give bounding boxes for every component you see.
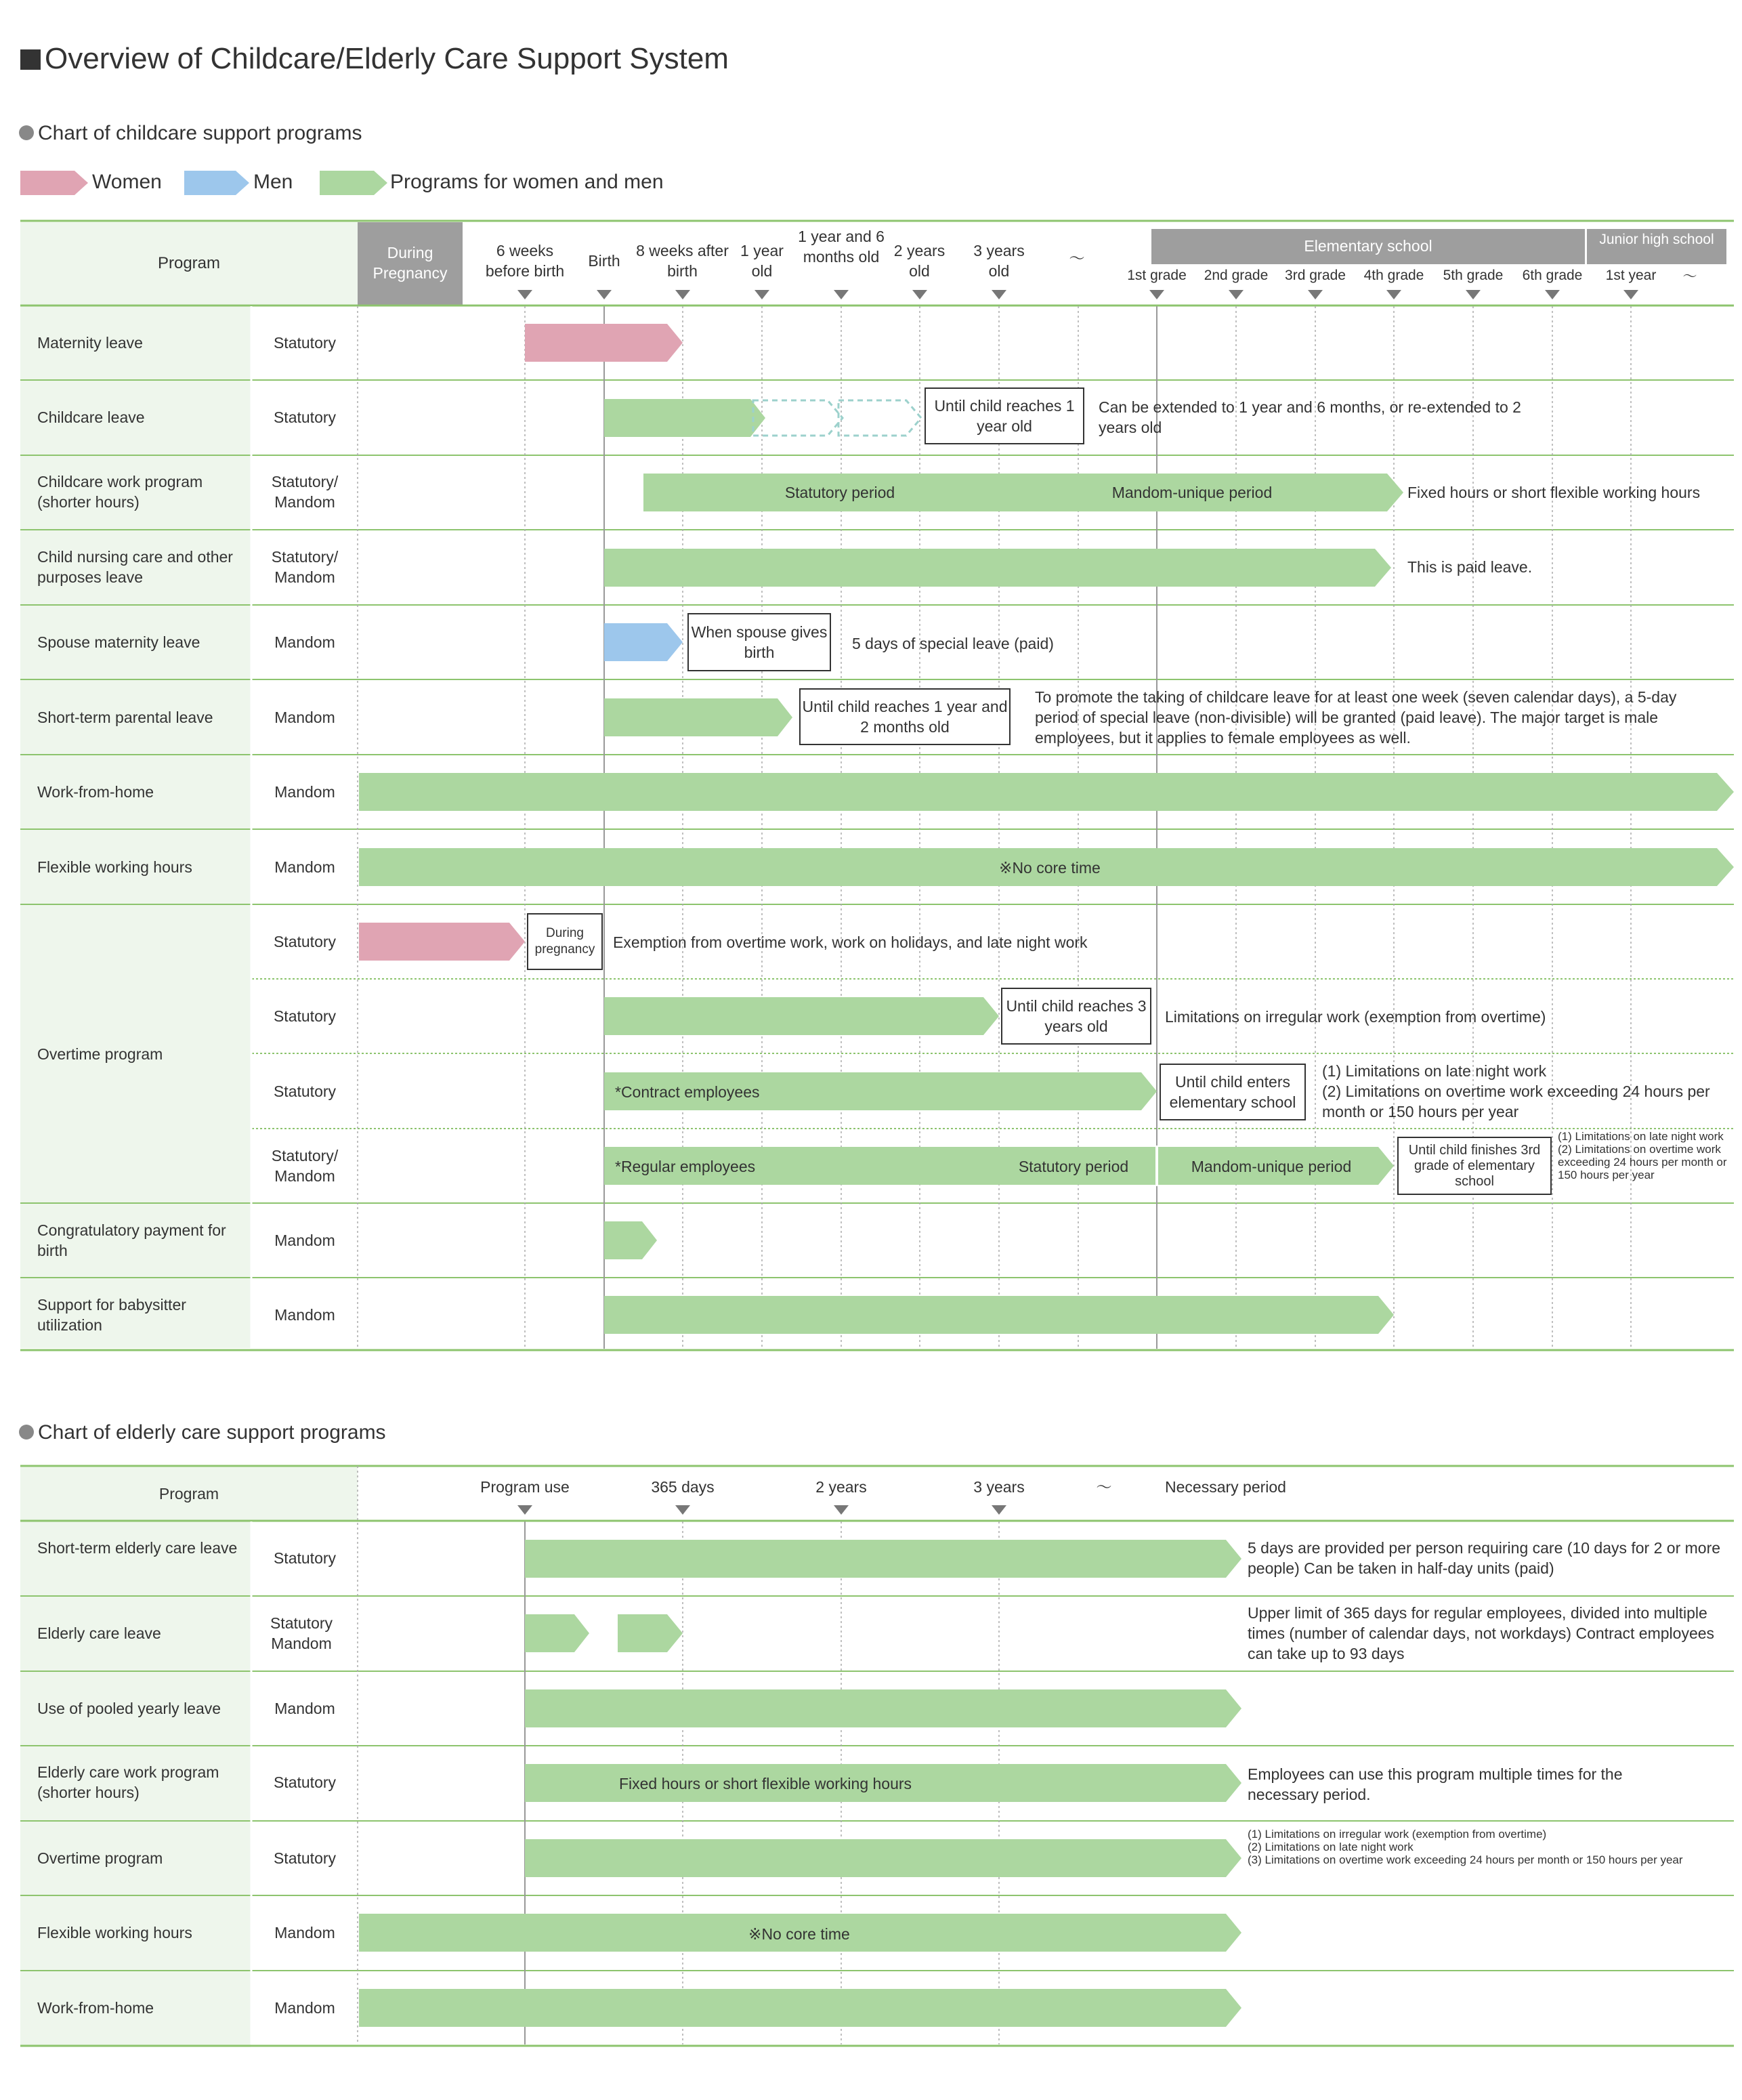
- header-2-years-elderly: 2 years: [815, 1478, 867, 1496]
- row-elderly-flexible-type: Mandom: [274, 1924, 335, 1941]
- elderly-program-column-header: Program: [158, 1485, 219, 1503]
- row-pooled-yearly-leave-type: Mandom: [274, 1700, 335, 1717]
- label-fixed-hours-elderly: Fixed hours or short flexible working hours: [618, 1775, 912, 1792]
- junior-high-header: Junior high school: [1599, 232, 1714, 247]
- note-short-term-parental: To promote the taking of childcare leave for at least one week (seven calendar days), a 5-day period of special leave (non-divisible) will be granted (paid leave). The major target is male employees, but it applies to female employees as well.: [1035, 688, 1677, 747]
- bar-childcare-leave: [604, 399, 765, 437]
- legend-men-swatch: [184, 171, 249, 195]
- jh-tilde: ～: [1682, 269, 1697, 285]
- elementary-school-header: Elementary school: [1304, 237, 1432, 255]
- box-until-elementary: Until child enters elementary school: [1160, 1064, 1306, 1120]
- bar-elderly-overtime: [525, 1839, 1241, 1877]
- label-statutory-period: Statutory period: [784, 484, 895, 501]
- row-elderly-wfh: Work-from-home: [37, 1999, 154, 2017]
- note-overtime-sub2: Limitations on irregular work (exemption from overtime): [1165, 1008, 1546, 1026]
- grade-5: 5th grade: [1443, 268, 1504, 283]
- program-column-header: Program: [157, 254, 221, 272]
- note-childcare-leave: Can be extended to 1 year and 6 months, or re-extended to 2 years old: [1099, 398, 1521, 436]
- bar-childcare-leave-extension-2: [838, 400, 921, 436]
- bar-elderly-leave-part2: [618, 1614, 683, 1652]
- row-short-term-elderly-leave: Short-term elderly care leave: [37, 1539, 238, 1557]
- legend-women-label: Women: [92, 171, 162, 193]
- row-elderly-overtime: Overtime program: [37, 1849, 163, 1867]
- box-until-1-year: Until child reaches 1 year old: [925, 387, 1084, 444]
- label-regular-employees: *Regular employees: [615, 1158, 756, 1175]
- row-spouse-maternity: Spouse maternity leave: [37, 633, 200, 651]
- childcare-section-title: Chart of childcare support programs: [19, 122, 362, 145]
- row-flexible-hours-type: Mandom: [274, 858, 335, 876]
- bar-overtime-pregnancy: [359, 923, 525, 961]
- header-6-weeks-before: 6 weeks before birth: [485, 242, 565, 280]
- header-1-year-6-months: 1 year and 6 months old: [798, 228, 885, 266]
- row-elderly-wfh-type: Mandom: [274, 1999, 335, 2017]
- row-elderly-work-program-type: Statutory: [273, 1773, 337, 1791]
- header-necessary-period: Necessary period: [1165, 1478, 1286, 1496]
- bar-congratulatory-payment: [604, 1221, 657, 1259]
- page-title: Overview of Childcare/Elderly Care Support System: [20, 42, 729, 76]
- note-elderly-care-leave: Upper limit of 365 days for regular employees, divided into multiple times (number of calendar days, not workdays) Contract employees can take up to 93 days: [1248, 1604, 1715, 1662]
- row-short-term-elderly-leave-type: Statutory: [273, 1549, 337, 1567]
- row-elderly-flexible: Flexible working hours: [37, 1924, 192, 1941]
- note-elderly-work-program: Employees can use this program multiple times for the necessary period.: [1248, 1765, 1623, 1803]
- row-short-term-parental: Short-term parental leave: [37, 709, 213, 726]
- legend-men-label: Men: [253, 171, 293, 193]
- box-until-1-year-2-months: Until child reaches 1 year and 2 months old: [799, 688, 1011, 745]
- row-elderly-care-leave-type: Statutory Mandom: [270, 1614, 333, 1652]
- label-no-core-time: ※No core time: [999, 859, 1101, 877]
- row-label-bg: [20, 306, 251, 1348]
- row-child-nursing: Child nursing care and other purposes leave: [37, 548, 233, 586]
- bar-elderly-wfh: [359, 1989, 1241, 2027]
- note-child-nursing: This is paid leave.: [1407, 558, 1533, 576]
- row-maternity-type: Statutory: [273, 334, 337, 352]
- row-overtime-sub2-type: Statutory: [273, 1007, 337, 1025]
- label-statutory-period-sub4: Statutory period: [1018, 1158, 1129, 1175]
- row-congratulatory-payment-type: Mandom: [274, 1232, 335, 1249]
- bar-babysitter-support: [604, 1296, 1394, 1334]
- bar-childcare-leave-extension-1: [753, 400, 843, 436]
- header-1-year: 1 year old: [740, 242, 784, 280]
- bar-short-term-elderly-leave: [525, 1540, 1241, 1578]
- row-elderly-work-program: Elderly care work program (shorter hours): [37, 1763, 219, 1801]
- row-congratulatory-payment: Congratulatory payment for birth: [37, 1221, 226, 1259]
- row-babysitter-support-type: Mandom: [274, 1306, 335, 1324]
- label-no-core-time-elderly: ※No core time: [748, 1925, 850, 1943]
- header-birth: Birth: [588, 252, 620, 270]
- label-contract-employees: *Contract employees: [615, 1083, 760, 1101]
- legend-both-swatch: [320, 171, 387, 195]
- box-during-pregnancy: During pregnancy: [527, 913, 603, 970]
- bar-work-from-home: [359, 773, 1734, 811]
- header-tilde: ～: [1069, 249, 1085, 267]
- bar-maternity-leave: [525, 324, 683, 362]
- label-mandom-unique-period: Mandom-unique period: [1111, 484, 1273, 501]
- label-mandom-unique-period-sub4: Mandom-unique period: [1191, 1158, 1352, 1175]
- jh-1st-year: 1st year: [1605, 268, 1657, 283]
- row-flexible-hours: Flexible working hours: [37, 858, 192, 876]
- header-365-days: 365 days: [651, 1478, 715, 1496]
- grade-2: 2nd grade: [1204, 268, 1269, 283]
- box-until-3rd-grade: Until child finishes 3rd grade of elementary school: [1397, 1137, 1552, 1195]
- grade-6: 6th grade: [1522, 268, 1583, 283]
- row-elderly-overtime-type: Statutory: [273, 1849, 337, 1867]
- header-3-years: 3 years old: [973, 242, 1025, 280]
- row-maternity-leave: Maternity leave: [37, 334, 143, 352]
- note-overtime-sub3: (1) Limitations on late night work (2) Limitations on overtime work exceeding 24 hours per month or 150 hours per year: [1322, 1062, 1710, 1120]
- grade-4: 4th grade: [1363, 268, 1424, 283]
- bar-pooled-leave: [525, 1689, 1241, 1727]
- note-overtime-sub4: (1) Limitations on late night work (2) Limitations on overtime work exceeding 24 hours per month or 150 hours per year: [1558, 1130, 1727, 1181]
- note-elderly-overtime: (1) Limitations on irregular work (exemption from overtime) (2) Limitations on late night work (3) Limitations on overtime work exceeding 24 hours per month or 150 hours per year: [1248, 1828, 1683, 1866]
- row-childcare-leave-type: Statutory: [273, 408, 337, 426]
- box-when-spouse-gives-birth: When spouse gives birth: [687, 613, 831, 671]
- row-work-from-home-type: Mandom: [274, 783, 335, 801]
- row-spouse-maternity-type: Mandom: [274, 633, 335, 651]
- row-babysitter-support: Support for babysitter utilization: [37, 1296, 186, 1334]
- row-pooled-yearly-leave: Use of pooled yearly leave: [37, 1700, 221, 1717]
- header-3-years-elderly: 3 years: [973, 1478, 1025, 1496]
- row-overtime-sub1-type: Statutory: [273, 933, 337, 950]
- during-pregnancy-header: During Pregnancy: [373, 244, 448, 282]
- grade-3: 3rd grade: [1285, 268, 1346, 283]
- bar-child-nursing: [604, 549, 1391, 587]
- bar-elderly-leave-part1: [525, 1614, 589, 1652]
- note-spouse-maternity: 5 days of special leave (paid): [852, 635, 1054, 652]
- legend-women-swatch: [20, 171, 88, 195]
- row-elderly-care-leave: Elderly care leave: [37, 1624, 161, 1642]
- bar-spouse-maternity: [604, 623, 683, 661]
- row-childcare-work-program-type: Statutory/ Mandom: [271, 473, 339, 511]
- row-work-from-home: Work-from-home: [37, 783, 154, 801]
- row-child-nursing-type: Statutory/ Mandom: [271, 548, 339, 586]
- row-overtime-sub3-type: Statutory: [273, 1083, 337, 1100]
- legend-both-label: Programs for women and men: [390, 171, 664, 193]
- elderly-section-title: Chart of elderly care support programs: [19, 1421, 386, 1444]
- note-overtime-sub1: Exemption from overtime work, work on holidays, and late night work: [613, 933, 1088, 951]
- row-overtime-program: Overtime program: [37, 1045, 163, 1063]
- row-childcare-work-program: Childcare work program (shorter hours): [37, 473, 203, 511]
- box-until-3-years: Until child reaches 3 years old: [1001, 988, 1151, 1045]
- bar-short-term-parental: [604, 698, 792, 736]
- header-program-use: Program use: [480, 1478, 570, 1496]
- row-short-term-parental-type: Mandom: [274, 709, 335, 726]
- grade-1: 1st grade: [1127, 268, 1187, 283]
- header-2-years: 2 years old: [893, 242, 946, 280]
- row-overtime-sub4-type: Statutory/ Mandom: [271, 1147, 339, 1185]
- header-8-weeks-after: 8 weeks after birth: [636, 242, 729, 280]
- header-tilde-elderly: ～: [1096, 1478, 1112, 1496]
- row-childcare-leave: Childcare leave: [37, 408, 145, 426]
- note-short-term-elderly-leave: 5 days are provided per person requiring care (10 days for 2 or more people) Can be taken in half-day units (paid): [1248, 1539, 1721, 1577]
- bar-overtime-3years: [604, 997, 999, 1035]
- circle-bullet-icon: [19, 1425, 34, 1440]
- note-work-program: Fixed hours or short flexible working hours: [1407, 484, 1701, 501]
